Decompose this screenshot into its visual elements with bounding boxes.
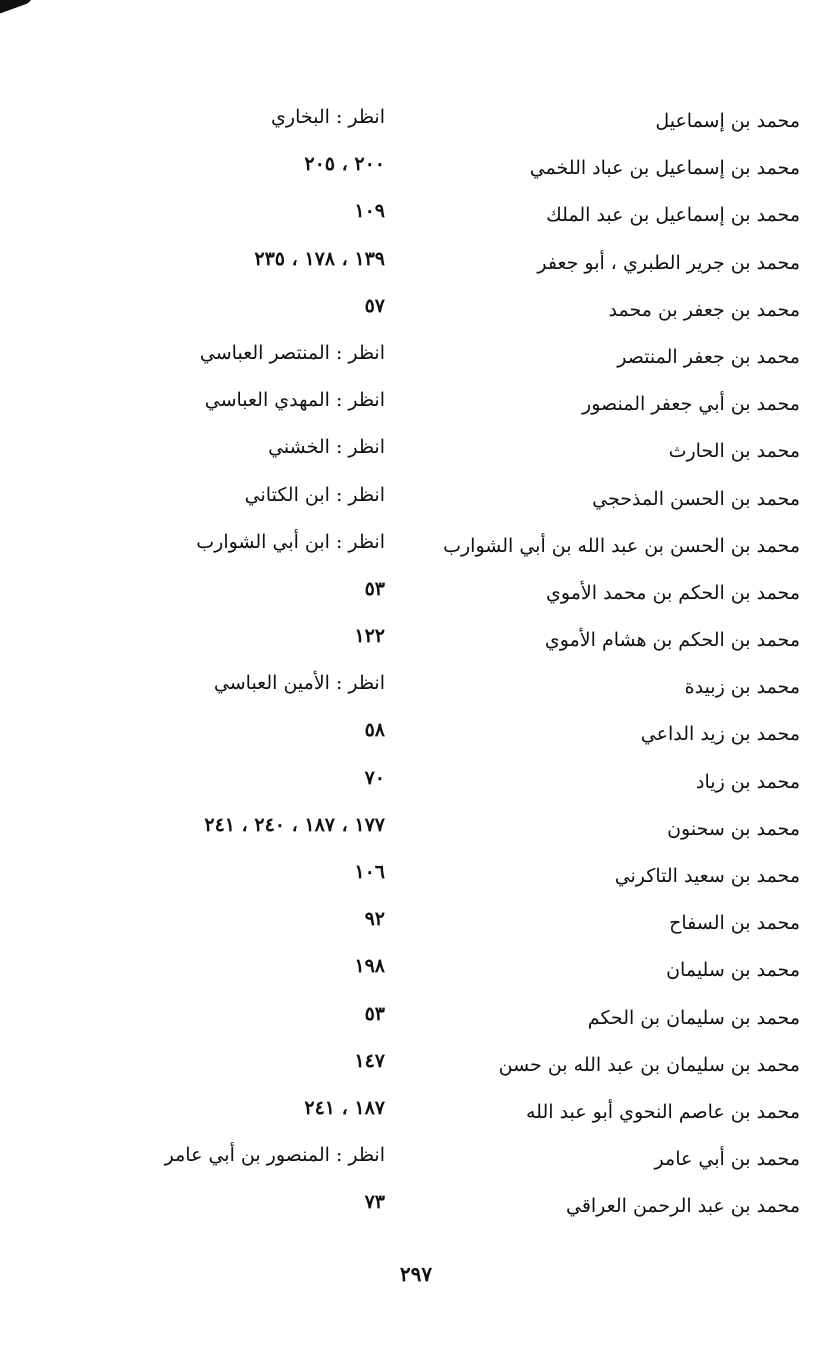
page-references: ١٩٨	[354, 955, 385, 978]
page-references: ١٧٧ ، ١٨٧ ، ٢٤٠ ، ٢٤١	[204, 813, 385, 836]
see-also-label: انظر	[348, 1144, 385, 1167]
entry-name: محمد بن جعفر بن محمد	[608, 298, 800, 321]
entry-name: محمد بن زيد الداعي	[640, 723, 800, 746]
entry-name: محمد بن إسماعيل بن عباد اللخمي	[529, 157, 800, 180]
page-number: ٢٩٧	[399, 1262, 433, 1286]
entry-name: محمد بن أبي جعفر المنصور	[582, 393, 800, 416]
index-entry	[100, 478, 800, 525]
scan-corner-mark	[0, 0, 35, 14]
index-entry	[100, 713, 800, 760]
entry-reference	[304, 1097, 385, 1119]
index-entry	[100, 147, 800, 194]
entry-reference: انظر:ابن الكتاني	[244, 483, 385, 506]
entry-reference	[354, 955, 385, 977]
page-references: ٥٣	[364, 1002, 385, 1025]
entry-reference	[365, 1003, 385, 1025]
entry-name: محمد بن جرير الطبري ، أبو جعفر	[537, 251, 800, 274]
index-entry	[100, 383, 800, 430]
page-references: ٧٣	[364, 1191, 385, 1214]
entry-name: محمد بن الحارث	[668, 440, 800, 463]
entry-reference	[365, 767, 385, 789]
entry-name: محمد بن جعفر المنتصر	[617, 345, 800, 368]
index-entry	[100, 1185, 800, 1232]
entry-reference	[365, 1191, 385, 1213]
index-entry	[100, 619, 800, 666]
entry-reference	[354, 625, 385, 647]
page-references: ٧٠	[364, 766, 385, 789]
entry-reference	[365, 578, 385, 600]
index-entry	[100, 430, 800, 477]
index-entry	[100, 902, 800, 949]
index-entry	[100, 666, 800, 713]
index-list	[100, 100, 800, 1233]
index-entry	[100, 1044, 800, 1091]
see-also-label: انظر	[348, 341, 385, 364]
entry-reference: انظر:الأمين العباسي	[213, 672, 385, 695]
page-references: ١٨٧ ، ٢٤١	[304, 1096, 385, 1119]
entry-name: محمد بن سليمان بن الحكم	[587, 1006, 800, 1029]
page-references: ٥٣	[364, 577, 385, 600]
page-references: ١٣٩ ، ١٧٨ ، ٢٣٥	[254, 247, 385, 270]
entry-name: محمد بن عبد الرحمن العراقي	[565, 1195, 800, 1218]
entry-name: محمد بن الحسن بن عبد الله بن أبي الشوارب	[443, 534, 800, 557]
page-references: ١٢٢	[354, 625, 385, 648]
index-entry	[100, 855, 800, 902]
index-entry	[100, 289, 800, 336]
entry-name: محمد بن إسماعيل	[655, 110, 800, 132]
index-entry	[100, 997, 800, 1044]
see-also-label: انظر	[348, 106, 385, 128]
entry-name: محمد بن السفاح	[669, 912, 800, 935]
page-references: ٢٠٠ ، ٢٠٥	[304, 153, 385, 176]
index-entry	[100, 1138, 800, 1185]
entry-reference	[354, 200, 385, 222]
see-also-target: البخاري	[271, 106, 330, 128]
entry-name: محمد بن سحنون	[667, 817, 800, 840]
see-also-target: ابن أبي الشوارب	[196, 530, 330, 553]
entry-reference	[254, 248, 385, 270]
entry-reference	[204, 814, 385, 836]
page-references: ١٠٦	[354, 861, 385, 883]
entry-name: محمد بن عاصم النحوي أبو عبد الله	[525, 1100, 800, 1123]
see-also-label: انظر	[348, 483, 385, 506]
index-entry	[100, 808, 800, 855]
index-entry	[100, 242, 800, 289]
entry-reference: انظر:المنتصر العباسي	[199, 341, 385, 364]
entry-name: محمد بن سليمان	[666, 959, 800, 982]
index-entry	[100, 949, 800, 996]
entry-name: محمد بن الحكم بن هشام الأموي	[544, 629, 800, 652]
entry-reference	[304, 153, 385, 175]
page-references: ١٤٧	[354, 1049, 385, 1072]
page-references: ٩٢	[364, 908, 385, 931]
entry-name: محمد بن إسماعيل بن عبد الملك	[546, 204, 800, 227]
see-also-target: ابن الكتاني	[244, 483, 330, 506]
entry-name: محمد بن الحكم بن محمد الأموي	[546, 581, 800, 604]
entry-reference	[365, 719, 385, 741]
entry-name: محمد بن أبي عامر	[654, 1148, 800, 1171]
see-also-target: المنتصر العباسي	[199, 341, 330, 364]
page-references: ٥٧	[364, 294, 385, 317]
index-entry	[100, 572, 800, 619]
entry-reference: انظر:الخشني	[268, 436, 385, 459]
entry-reference	[365, 908, 385, 930]
index-entry	[100, 525, 800, 572]
entry-name: محمد بن الحسن المذحجي	[592, 487, 800, 510]
index-entry	[100, 336, 800, 383]
entry-reference: انظر:ابن أبي الشوارب	[196, 530, 385, 553]
see-also-target: المهدي العباسي	[204, 389, 330, 412]
index-entry	[100, 100, 800, 147]
index-entry	[100, 194, 800, 241]
entry-reference: انظر:المنصور بن أبي عامر	[164, 1144, 385, 1167]
entry-reference	[354, 861, 385, 883]
see-also-label: انظر	[348, 672, 385, 695]
index-entry	[100, 1091, 800, 1138]
entry-reference: انظر:المهدي العباسي	[204, 389, 385, 412]
entry-reference	[354, 1050, 385, 1072]
see-also-label: انظر	[348, 389, 385, 412]
see-also-target: المنصور بن أبي عامر	[164, 1144, 330, 1167]
page-references: ٥٨	[364, 719, 385, 742]
entry-name: محمد بن سليمان بن عبد الله بن حسن	[498, 1053, 800, 1076]
index-entry	[100, 761, 800, 808]
entry-name: محمد بن سعيد التاكرني	[614, 865, 800, 887]
entry-reference: انظر:البخاري	[271, 106, 385, 128]
see-also-label: انظر	[348, 530, 385, 553]
entry-reference	[365, 295, 385, 317]
page-references: ١٠٩	[354, 200, 385, 223]
entry-name: محمد بن زبيدة	[684, 676, 800, 699]
see-also-target: الأمين العباسي	[213, 672, 330, 695]
entry-name: محمد بن زياد	[696, 770, 800, 793]
see-also-label: انظر	[348, 436, 385, 459]
see-also-target: الخشني	[268, 436, 330, 459]
